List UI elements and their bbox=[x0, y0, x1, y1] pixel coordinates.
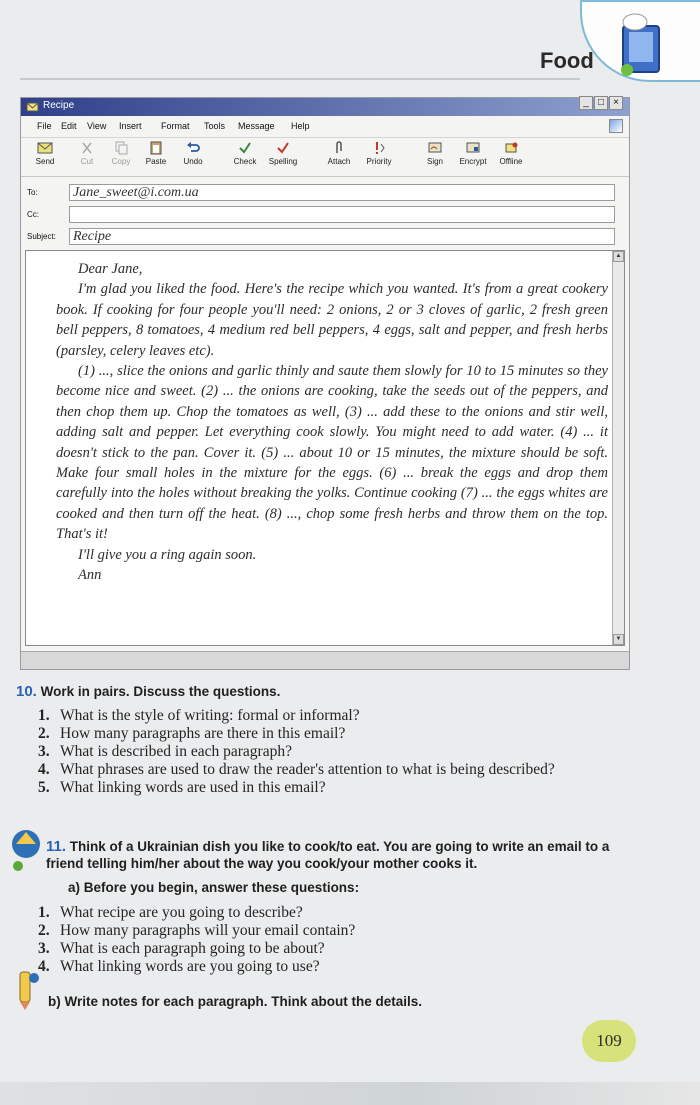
sign-label: Sign bbox=[426, 157, 443, 166]
email-body-text bbox=[56, 259, 608, 586]
paste-label: Paste bbox=[145, 157, 167, 166]
status-bar bbox=[21, 651, 629, 669]
spelling-icon bbox=[275, 141, 291, 155]
exercise-11-heading bbox=[46, 838, 636, 872]
copy-label: Copy bbox=[111, 157, 131, 166]
to-label: To: bbox=[27, 188, 38, 197]
offline-label: Offline bbox=[499, 157, 523, 166]
encrypt-label: Encrypt bbox=[459, 157, 487, 166]
cut-icon bbox=[79, 141, 95, 155]
email-greeting: Dear Jane, bbox=[78, 261, 143, 277]
list-item: 2. How many paragraphs will your email contain? bbox=[38, 922, 356, 939]
toolbar bbox=[21, 137, 629, 177]
check-label: Check bbox=[233, 157, 257, 166]
minimize-button[interactable]: _ bbox=[579, 96, 593, 110]
offline-icon bbox=[503, 141, 519, 155]
undo-icon bbox=[185, 141, 201, 155]
writing-activity-icon bbox=[6, 826, 46, 874]
attach-label: Attach bbox=[327, 157, 351, 166]
priority-label: Priority bbox=[366, 157, 392, 166]
menu-tools[interactable]: Tools bbox=[204, 121, 226, 131]
attach-icon bbox=[331, 141, 347, 155]
sign-icon bbox=[427, 141, 443, 155]
list-item: 1. What recipe are you going to describe? bbox=[38, 904, 303, 921]
exercise-11-part-a: a) Before you begin, answer these questions: bbox=[68, 880, 360, 895]
list-item: 2. How many paragraphs are there in this email? bbox=[38, 725, 346, 742]
subject-row bbox=[25, 227, 615, 247]
undo-label: Undo bbox=[183, 157, 203, 166]
maximize-button[interactable]: □ bbox=[594, 96, 608, 110]
exercise-10-questions bbox=[38, 707, 638, 797]
exercise-11-questions bbox=[38, 904, 638, 976]
window-titlebar bbox=[21, 98, 629, 116]
page-footer bbox=[0, 1082, 700, 1105]
menu-view[interactable]: View bbox=[87, 121, 107, 131]
menu-edit[interactable]: Edit bbox=[61, 121, 77, 131]
undo-button[interactable] bbox=[171, 141, 215, 166]
priority-button[interactable] bbox=[357, 141, 401, 166]
subject-label: Subject: bbox=[27, 232, 56, 241]
window-title: Recipe bbox=[43, 100, 75, 111]
list-item: 4. What phrases are used to draw the reader's attention to what is being described? bbox=[38, 761, 555, 778]
exercise-11-number: 11. bbox=[46, 838, 67, 855]
header-rule bbox=[20, 78, 580, 80]
scroll-up-arrow-icon[interactable]: ▲ bbox=[613, 251, 624, 262]
paste-icon bbox=[148, 141, 164, 155]
list-item: 4. What linking words are you going to use? bbox=[38, 958, 320, 975]
copy-icon bbox=[113, 141, 129, 155]
chapter-title: Food bbox=[540, 48, 594, 73]
window-controls bbox=[579, 96, 623, 110]
menu-file[interactable]: File bbox=[37, 121, 52, 131]
priority-icon bbox=[371, 141, 387, 155]
email-body-editor[interactable] bbox=[25, 250, 625, 646]
to-field[interactable]: Jane_sweet@i.com.ua bbox=[69, 184, 615, 201]
cc-label: Cc: bbox=[27, 210, 39, 219]
offline-button[interactable] bbox=[489, 141, 533, 166]
check-icon bbox=[237, 141, 253, 155]
exercise-10-number: 10. bbox=[16, 683, 37, 700]
cc-field[interactable] bbox=[69, 206, 615, 223]
pencil-character-icon bbox=[10, 968, 42, 1012]
email-paragraph-1: I'm glad you liked the food. Here's the recipe which you wanted. It's from a great cookery book. If cooking for four people you'll need: 2 onions, 2 or 3 cloves of garlic, 2 fresh green bell peppers, 8 tomatoes, 4 medium red bell peppers, 4 eggs, salt and pepper, and fresh herbs (parsley, celery leaves etc). bbox=[56, 281, 608, 359]
attach-button[interactable] bbox=[317, 141, 361, 166]
cc-row bbox=[25, 205, 615, 225]
close-button[interactable]: × bbox=[609, 96, 623, 110]
mail-icon bbox=[26, 101, 39, 113]
subject-field[interactable]: Recipe bbox=[69, 228, 615, 245]
email-closing: I'll give you a ring again soon. bbox=[78, 546, 257, 563]
spelling-button[interactable] bbox=[261, 141, 305, 166]
exercise-11-part-b: b) Write notes for each paragraph. Think about the details. bbox=[48, 994, 423, 1009]
menu-format[interactable]: Format bbox=[161, 121, 190, 131]
encrypt-icon bbox=[465, 141, 481, 155]
menu-help[interactable]: Help bbox=[291, 121, 310, 131]
email-paragraph-2: (1) ..., slice the onions and garlic thinly and saute them slowly for 10 to 15 minutes so they become nice and sweet. (2) ... the onions are cooking, take the seeds out of the peppers, and then chop them up. Chop the tomatoes as well, (3) ... add these to the onions and stir well, adding salt and pepper. Let everything cook slowly. You might need to add water. (4) ... it doesn't stick to the pan. Cover it. (5) ... about 10 or 15 minutes, the mixture should be soft. Make four small holes in the mixture for the eggs. (6) ... break the eggs and drop them carefully into the holes without breaking the yolks. Continue cooking (7) ... the eggs whites are cooked and then turn off the heat. (8) ..., chop some fresh herbs and throw them on the top. That's it! bbox=[56, 363, 608, 543]
exercise-10-title: Work in pairs. Discuss the questions. bbox=[40, 684, 281, 699]
list-item: 1. What is the style of writing: formal or informal? bbox=[38, 707, 360, 724]
exercise-11-title: Think of a Ukrainian dish you like to cook/to eat. You are going to write an email to a friend telling him/her about the way you cook/your mother cooks it. bbox=[46, 839, 610, 871]
menu-insert[interactable]: Insert bbox=[119, 121, 142, 131]
to-row bbox=[25, 183, 615, 203]
menu-bar bbox=[21, 119, 629, 135]
page-number: 109 bbox=[582, 1020, 636, 1062]
send-label: Send bbox=[35, 157, 55, 166]
send-button[interactable] bbox=[23, 141, 67, 166]
chef-book-icon bbox=[605, 12, 675, 82]
list-item: 3. What is described in each paragraph? bbox=[38, 743, 292, 760]
scroll-down-arrow-icon[interactable]: ▼ bbox=[613, 634, 624, 645]
windows-logo-icon bbox=[609, 119, 623, 133]
vertical-scrollbar[interactable] bbox=[612, 251, 624, 645]
list-item: 3. What is each paragraph going to be about? bbox=[38, 940, 325, 957]
menu-message[interactable]: Message bbox=[238, 121, 275, 131]
email-signature: Ann bbox=[78, 567, 102, 584]
email-window bbox=[20, 97, 630, 670]
send-icon bbox=[37, 141, 53, 155]
spelling-label: Spelling bbox=[268, 157, 298, 166]
cut-label: Cut bbox=[80, 157, 94, 166]
exercise-10-heading bbox=[16, 683, 280, 700]
list-item: 5. What linking words are used in this email? bbox=[38, 779, 326, 796]
